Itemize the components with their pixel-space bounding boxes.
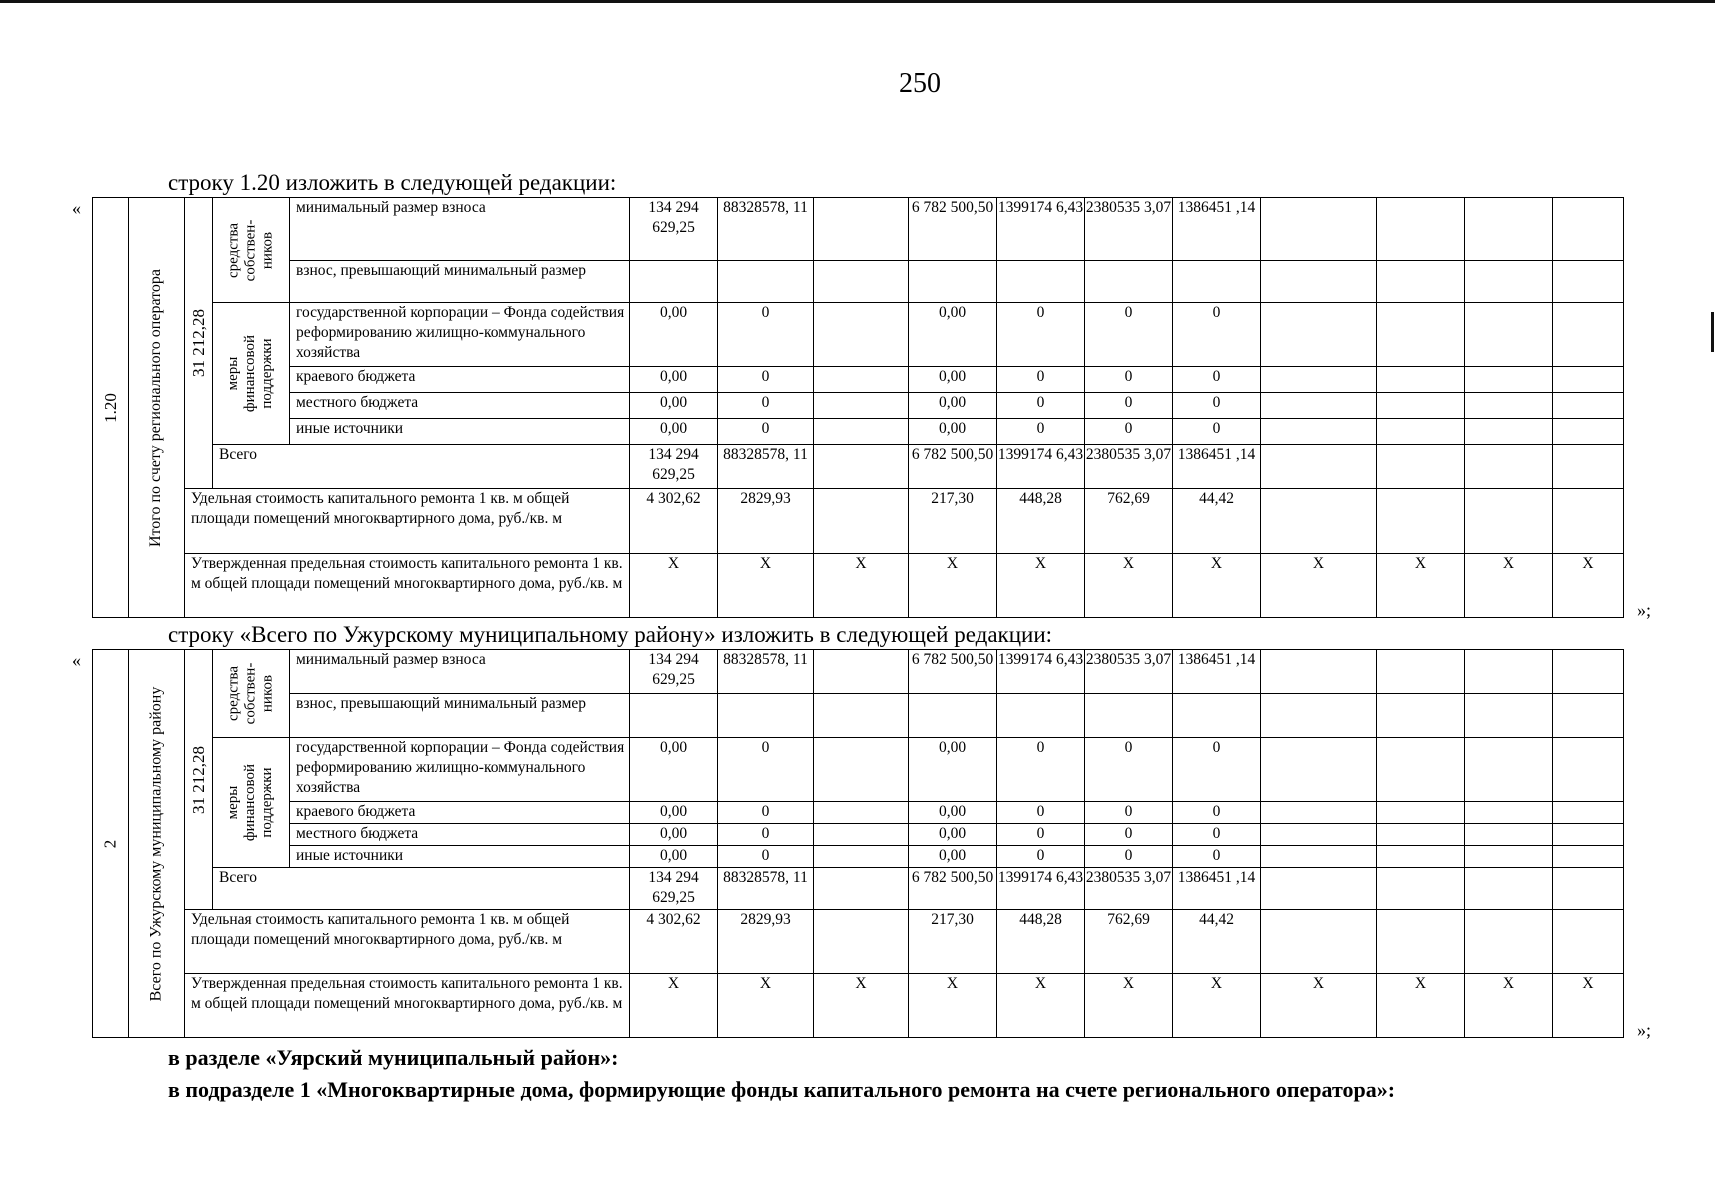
instruction-line-4: в подразделе 1 «Многоквартирные дома, формирующие фонды капитального ремонта на счете регионального оператора»:	[168, 1077, 1396, 1102]
cell-limit-cost-x: X	[1085, 554, 1173, 618]
cell-min-fee-c7: 1386451 ,14	[1173, 198, 1261, 261]
cell-regional-c5: 0	[997, 802, 1085, 824]
cell-limit-cost-x: X	[718, 554, 814, 618]
cell-empty	[1377, 802, 1465, 824]
area-cell	[185, 650, 213, 910]
cell-empty	[630, 261, 718, 303]
label-over-min: взнос, превышающий минимальный размер	[290, 694, 630, 738]
cell-limit-cost-x: X	[1553, 974, 1624, 1038]
cell-empty	[814, 489, 909, 554]
cell-empty	[1465, 802, 1553, 824]
cell-empty	[1465, 824, 1553, 846]
row-name-cell	[129, 650, 185, 1038]
cell-empty	[1553, 650, 1624, 694]
cell-empty	[814, 445, 909, 489]
cell-empty	[1377, 846, 1465, 868]
cell-empty	[1465, 868, 1553, 910]
cell-empty	[814, 868, 909, 910]
cell-empty	[1377, 650, 1465, 694]
cell-fund-c4: 0,00	[909, 303, 997, 367]
cell-empty	[814, 419, 909, 445]
cell-empty	[1553, 738, 1624, 802]
cell-min-fee-c1: 134 294 629,25	[630, 198, 718, 261]
label-regional: краевого бюджета	[290, 802, 630, 824]
cell-local-c5: 0	[997, 393, 1085, 419]
quote-open-2: «	[72, 650, 81, 670]
cell-local-c6: 0	[1085, 393, 1173, 419]
cell-empty	[1377, 910, 1465, 974]
cell-limit-cost-x: X	[1377, 974, 1465, 1038]
cell-empty	[1261, 261, 1377, 303]
cell-empty	[718, 261, 814, 303]
cell-other-c2: 0	[718, 846, 814, 868]
cell-unit-cost-c7: 44,42	[1173, 489, 1261, 554]
right-edge-mark	[1711, 312, 1714, 352]
cell-regional-c6: 0	[1085, 802, 1173, 824]
cell-other-c1: 0,00	[630, 419, 718, 445]
quote-close-2: »;	[1637, 1020, 1652, 1040]
cell-limit-cost-x: X	[1261, 554, 1377, 618]
cell-limit-cost-x: X	[1085, 974, 1173, 1038]
cell-limit-cost-x: X	[814, 554, 909, 618]
cell-unit-cost-c7: 44,42	[1173, 910, 1261, 974]
cell-empty	[1553, 303, 1624, 367]
cell-min-fee-c6: 2380535 3,07	[1085, 650, 1173, 694]
group-support-cell	[213, 303, 290, 445]
cell-limit-cost-x: X	[1173, 554, 1261, 618]
row-number: 2	[100, 839, 120, 848]
cell-local-c2: 0	[718, 824, 814, 846]
cell-other-c6: 0	[1085, 419, 1173, 445]
cell-min-fee-c2: 88328578, 11	[718, 650, 814, 694]
cell-unit-cost-c5: 448,28	[997, 489, 1085, 554]
group-support-label: меры финансовой поддержки	[225, 334, 276, 413]
row-name: Итого по счету регионального оператора	[147, 268, 165, 547]
cell-unit-cost-c1: 4 302,62	[630, 910, 718, 974]
cell-empty	[1377, 445, 1465, 489]
cell-empty	[1553, 694, 1624, 738]
cell-min-fee-c4: 6 782 500,50	[909, 198, 997, 261]
cell-empty	[1261, 419, 1377, 445]
cell-local-c1: 0,00	[630, 824, 718, 846]
instruction-line-2: строку «Всего по Ужурскому муниципальному району» изложить в следующей редакции:	[168, 622, 1053, 647]
cell-min-fee-c1: 134 294 629,25	[630, 650, 718, 694]
cell-limit-cost-x: X	[718, 974, 814, 1038]
cell-limit-cost-x: X	[1173, 974, 1261, 1038]
cell-empty	[1261, 910, 1377, 974]
label-min-fee: минимальный размер взноса	[290, 650, 630, 694]
label-fund: государственной корпорации – Фонда содействия реформированию жилищно-коммунального хозяйства	[290, 303, 630, 367]
cell-other-c6: 0	[1085, 846, 1173, 868]
cell-empty	[1261, 198, 1377, 261]
row-name-cell	[129, 198, 185, 618]
cell-other-c5: 0	[997, 846, 1085, 868]
table-row-1-20	[92, 197, 1624, 618]
cell-empty	[1377, 738, 1465, 802]
cell-empty	[1261, 802, 1377, 824]
cell-fund-c1: 0,00	[630, 738, 718, 802]
cell-unit-cost-c6: 762,69	[1085, 489, 1173, 554]
cell-empty	[1553, 419, 1624, 445]
cell-other-c7: 0	[1173, 846, 1261, 868]
cell-empty	[1377, 367, 1465, 393]
label-regional: краевого бюджета	[290, 367, 630, 393]
cell-limit-cost-x: X	[997, 554, 1085, 618]
cell-empty	[814, 910, 909, 974]
cell-limit-cost-x: X	[814, 974, 909, 1038]
cell-total-c7: 1386451 ,14	[1173, 445, 1261, 489]
cell-local-c2: 0	[718, 393, 814, 419]
cell-empty	[814, 393, 909, 419]
cell-other-c4: 0,00	[909, 846, 997, 868]
cell-other-c4: 0,00	[909, 419, 997, 445]
cell-total-c1: 134 294 629,25	[630, 445, 718, 489]
cell-empty	[1377, 824, 1465, 846]
cell-empty	[1261, 393, 1377, 419]
cell-regional-c4: 0,00	[909, 802, 997, 824]
cell-empty	[1553, 489, 1624, 554]
cell-empty	[1261, 489, 1377, 554]
cell-empty	[1465, 650, 1553, 694]
cell-empty	[1261, 738, 1377, 802]
cell-empty	[1261, 445, 1377, 489]
cell-empty	[909, 694, 997, 738]
cell-fund-c6: 0	[1085, 303, 1173, 367]
cell-empty	[1085, 694, 1173, 738]
row-number-cell	[93, 650, 129, 1038]
cell-total-c5: 1399174 6,43	[997, 445, 1085, 489]
cell-regional-c2: 0	[718, 367, 814, 393]
cell-other-c2: 0	[718, 419, 814, 445]
cell-regional-c7: 0	[1173, 367, 1261, 393]
cell-limit-cost-x: X	[997, 974, 1085, 1038]
cell-limit-cost-x: X	[909, 974, 997, 1038]
cell-empty	[1465, 261, 1553, 303]
quote-open-1: «	[72, 198, 81, 218]
cell-local-c4: 0,00	[909, 824, 997, 846]
cell-fund-c7: 0	[1173, 738, 1261, 802]
cell-empty	[1553, 367, 1624, 393]
cell-unit-cost-c2: 2829,93	[718, 910, 814, 974]
cell-fund-c5: 0	[997, 303, 1085, 367]
cell-local-c1: 0,00	[630, 393, 718, 419]
cell-empty	[1465, 489, 1553, 554]
cell-empty	[1377, 261, 1465, 303]
cell-empty	[814, 824, 909, 846]
group-owners-label: средства собствен-ников	[225, 662, 276, 725]
cell-empty	[1377, 489, 1465, 554]
cell-regional-c2: 0	[718, 802, 814, 824]
cell-min-fee-c6: 2380535 3,07	[1085, 198, 1173, 261]
cell-empty	[1377, 393, 1465, 419]
cell-empty	[1553, 910, 1624, 974]
cell-empty	[718, 694, 814, 738]
cell-empty	[1465, 367, 1553, 393]
cell-fund-c1: 0,00	[630, 303, 718, 367]
cell-fund-c6: 0	[1085, 738, 1173, 802]
cell-empty	[1377, 419, 1465, 445]
cell-empty	[814, 694, 909, 738]
cell-limit-cost-x: X	[1261, 974, 1377, 1038]
row-number: 1.20	[100, 392, 120, 423]
label-local: местного бюджета	[290, 393, 630, 419]
cell-local-c5: 0	[997, 824, 1085, 846]
cell-fund-c4: 0,00	[909, 738, 997, 802]
cell-regional-c5: 0	[997, 367, 1085, 393]
cell-total-c2: 88328578, 11	[718, 868, 814, 910]
cell-empty	[1553, 393, 1624, 419]
cell-empty	[1261, 824, 1377, 846]
cell-regional-c7: 0	[1173, 802, 1261, 824]
cell-empty	[1173, 694, 1261, 738]
cell-empty	[1085, 261, 1173, 303]
cell-empty	[814, 261, 909, 303]
cell-empty	[1465, 198, 1553, 261]
cell-limit-cost-x: X	[1377, 554, 1465, 618]
row-name: Всего по Ужурскому муниципальному району	[147, 686, 165, 1001]
cell-local-c7: 0	[1173, 824, 1261, 846]
cell-unit-cost-c5: 448,28	[997, 910, 1085, 974]
cell-empty	[1173, 261, 1261, 303]
cell-total-c4: 6 782 500,50	[909, 445, 997, 489]
cell-unit-cost-c4: 217,30	[909, 489, 997, 554]
cell-empty	[1465, 694, 1553, 738]
cell-empty	[1465, 393, 1553, 419]
cell-empty	[1465, 910, 1553, 974]
cell-empty	[1377, 303, 1465, 367]
cell-unit-cost-c6: 762,69	[1085, 910, 1173, 974]
cell-empty	[1465, 303, 1553, 367]
cell-empty	[1261, 694, 1377, 738]
cell-total-c6: 2380535 3,07	[1085, 445, 1173, 489]
cell-min-fee-c5: 1399174 6,43	[997, 198, 1085, 261]
cell-min-fee-c4: 6 782 500,50	[909, 650, 997, 694]
cell-empty	[814, 367, 909, 393]
cell-limit-cost-x: X	[1465, 974, 1553, 1038]
cell-fund-c2: 0	[718, 303, 814, 367]
cell-fund-c2: 0	[718, 738, 814, 802]
group-owners-cell	[213, 650, 290, 738]
cell-unit-cost-c2: 2829,93	[718, 489, 814, 554]
cell-limit-cost-x: X	[909, 554, 997, 618]
cell-empty	[814, 846, 909, 868]
cell-regional-c6: 0	[1085, 367, 1173, 393]
cell-total-c2: 88328578, 11	[718, 445, 814, 489]
label-other: иные источники	[290, 419, 630, 445]
cell-empty	[814, 198, 909, 261]
cell-total-c4: 6 782 500,50	[909, 868, 997, 910]
cell-empty	[1261, 367, 1377, 393]
cell-local-c7: 0	[1173, 393, 1261, 419]
cell-empty	[997, 694, 1085, 738]
label-min-fee: минимальный размер взноса	[290, 198, 630, 261]
cell-empty	[814, 650, 909, 694]
cell-empty	[909, 261, 997, 303]
cell-empty	[1377, 694, 1465, 738]
cell-min-fee-c7: 1386451 ,14	[1173, 650, 1261, 694]
cell-empty	[1553, 868, 1624, 910]
table-total-uzhur	[92, 649, 1624, 1038]
cell-min-fee-c2: 88328578, 11	[718, 198, 814, 261]
label-local: местного бюджета	[290, 824, 630, 846]
instruction-line-3: в разделе «Уярский муниципальный район»:	[168, 1045, 619, 1070]
group-owners-cell	[213, 198, 290, 303]
cell-empty	[814, 802, 909, 824]
cell-empty	[814, 738, 909, 802]
cell-unit-cost-c4: 217,30	[909, 910, 997, 974]
label-other: иные источники	[290, 846, 630, 868]
instruction-line-1: строку 1.20 изложить в следующей редакции:	[168, 170, 617, 195]
cell-empty	[997, 261, 1085, 303]
cell-empty	[1465, 419, 1553, 445]
cell-regional-c1: 0,00	[630, 367, 718, 393]
cell-total-c6: 2380535 3,07	[1085, 868, 1173, 910]
cell-regional-c4: 0,00	[909, 367, 997, 393]
quote-close-1: »;	[1637, 600, 1652, 620]
cell-empty	[1553, 198, 1624, 261]
cell-empty	[814, 303, 909, 367]
area-cell	[185, 198, 213, 489]
label-total: Всего	[213, 445, 630, 489]
cell-empty	[630, 694, 718, 738]
label-fund: государственной корпорации – Фонда содействия реформированию жилищно-коммунального хозяйства	[290, 738, 630, 802]
cell-other-c1: 0,00	[630, 846, 718, 868]
cell-local-c4: 0,00	[909, 393, 997, 419]
cell-empty	[1465, 846, 1553, 868]
label-unit-cost: Удельная стоимость капитального ремонта 1 кв. м общей площади помещений многоквартирного дома, руб./кв. м	[185, 910, 630, 974]
cell-total-c7: 1386451 ,14	[1173, 868, 1261, 910]
group-owners-label: средства собствен-ников	[225, 219, 276, 281]
cell-empty	[1377, 868, 1465, 910]
label-limit-cost: Утвержденная предельная стоимость капитального ремонта 1 кв. м общей площади помещений многоквартирного дома, руб./кв. м	[185, 974, 630, 1038]
cell-empty	[1465, 445, 1553, 489]
cell-empty	[1553, 445, 1624, 489]
cell-empty	[1553, 846, 1624, 868]
cell-fund-c5: 0	[997, 738, 1085, 802]
cell-empty	[1261, 303, 1377, 367]
area-value: 31 212,28	[188, 745, 208, 814]
cell-local-c6: 0	[1085, 824, 1173, 846]
top-border-line	[0, 0, 1715, 3]
row-number-cell	[93, 198, 129, 618]
cell-regional-c1: 0,00	[630, 802, 718, 824]
cell-limit-cost-x: X	[1465, 554, 1553, 618]
cell-limit-cost-x: X	[630, 554, 718, 618]
cell-limit-cost-x: X	[1553, 554, 1624, 618]
cell-empty	[1261, 868, 1377, 910]
cell-total-c5: 1399174 6,43	[997, 868, 1085, 910]
cell-empty	[1553, 261, 1624, 303]
label-total: Всего	[213, 868, 630, 910]
cell-limit-cost-x: X	[630, 974, 718, 1038]
group-support-cell	[213, 738, 290, 868]
cell-empty	[1261, 846, 1377, 868]
label-over-min: взнос, превышающий минимальный размер	[290, 261, 630, 303]
group-support-label: меры финансовой поддержки	[225, 763, 276, 842]
cell-unit-cost-c1: 4 302,62	[630, 489, 718, 554]
cell-empty	[1377, 198, 1465, 261]
cell-min-fee-c5: 1399174 6,43	[997, 650, 1085, 694]
label-unit-cost: Удельная стоимость капитального ремонта 1 кв. м общей площади помещений многоквартирного дома, руб./кв. м	[185, 489, 630, 554]
cell-other-c7: 0	[1173, 419, 1261, 445]
area-value: 31 212,28	[188, 309, 208, 377]
cell-fund-c7: 0	[1173, 303, 1261, 367]
cell-empty	[1465, 738, 1553, 802]
cell-empty	[1261, 650, 1377, 694]
cell-other-c5: 0	[997, 419, 1085, 445]
cell-empty	[1553, 824, 1624, 846]
cell-empty	[1553, 802, 1624, 824]
page-number: 250	[899, 68, 941, 99]
cell-total-c1: 134 294 629,25	[630, 868, 718, 910]
label-limit-cost: Утвержденная предельная стоимость капитального ремонта 1 кв. м общей площади помещений многоквартирного дома, руб./кв. м	[185, 554, 630, 618]
